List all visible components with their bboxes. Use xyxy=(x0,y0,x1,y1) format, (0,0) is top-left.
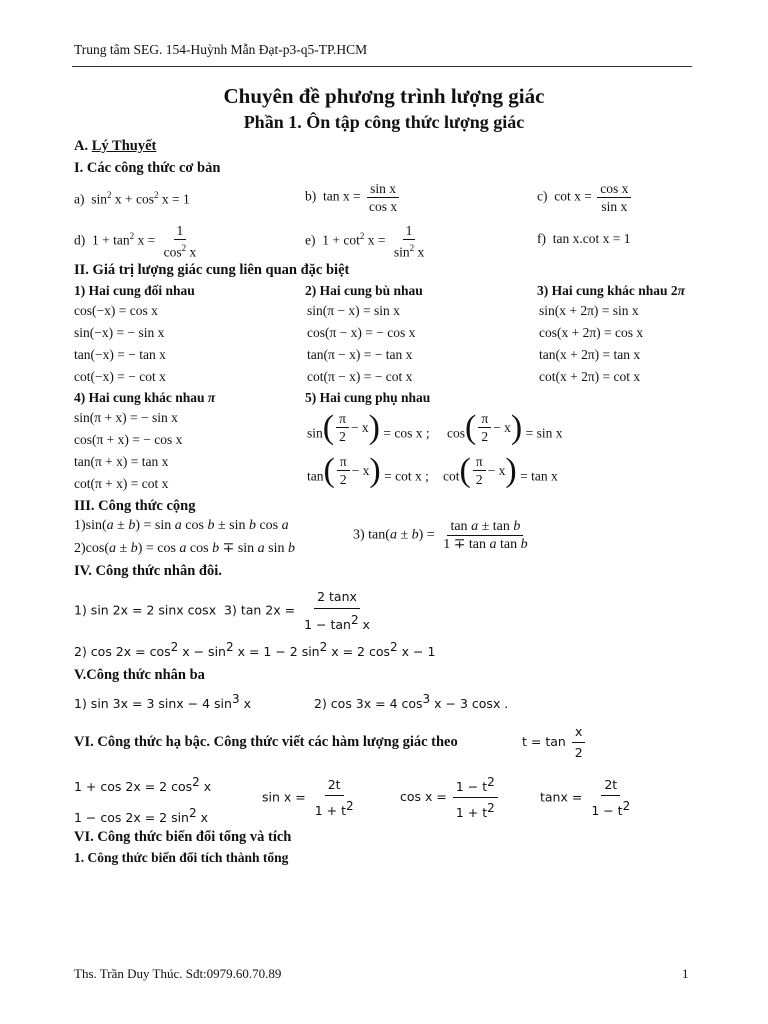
formula-triple-cos: 2) cos 3x = 4 $\cos^3 x - 3$ cosx . xyxy=(314,692,509,712)
formula-col4-0: sin(π + x) = − sin x xyxy=(74,410,178,425)
section-iii-heading: III. Công thức cộng xyxy=(74,498,196,514)
formula-col4-2: tan(π + x) = tan x xyxy=(74,454,169,469)
formula-b: b) tan x = $\frac{\text{sin x}}{\text{cos x}}$ xyxy=(305,181,398,214)
formula-col1-3: cot(−x) = − cot x xyxy=(74,369,166,384)
formula-sum-cos: 2)cos(a ± b) = cos a cos b ∓ sin a sin b xyxy=(74,541,296,556)
formula-comp-cos: cos ( π 2 − x ) = sin x xyxy=(447,408,563,446)
formula-col1-1: sin(−x) = − sin x xyxy=(74,325,165,340)
section-vi-heading: VI. Công thức hạ bậc. Công thức viết các hàm lượng giác theo xyxy=(74,734,458,750)
sub-heading-4: 4) Hai cung khác nhau π xyxy=(74,390,216,405)
sub-heading-4-text: 4) Hai cung khác nhau xyxy=(74,390,205,405)
formula-t-cos: cos x = $\frac{1 - t^2}{1 + t^2}$ xyxy=(400,772,500,823)
section-vi-b-heading: VI. Công thức biến đổi tổng và tích xyxy=(74,829,292,845)
formula-comp-tan: tan ( π 2 − x ) = cot x ; xyxy=(307,451,429,489)
formula-col2-2: tan(π − x) = − tan x xyxy=(307,347,413,362)
formula-lower-sin: 1 − cos 2x = 2 $\sin^2 x$ xyxy=(74,806,208,826)
section-vi-b1-heading: 1. Công thức biến đổi tích thành tổng xyxy=(74,850,289,865)
formula-c: c) cot x = $\frac{\text{cos x}}{\text{sin x}}$ xyxy=(537,180,633,215)
formula-f: f) tan x.cot x = 1 xyxy=(537,231,631,246)
formula-col2-1: cos(π − x) = − cos x xyxy=(307,325,416,340)
formula-e: e) $1 + \cot^2 x$ = $\frac{1}{\sin^2 x}$ xyxy=(305,223,425,260)
formula-t-sin: sin x = $\frac{2t}{1 + t^2}$ xyxy=(262,777,354,819)
formula-col2-0: sin(π − x) = sin x xyxy=(307,303,400,318)
section-a-prefix: A. xyxy=(74,138,89,154)
formula-double-sin-tan: 1) sin 2x = 2 sinx cosx 3) tan 2x = $\frac{2 \tan x}{1 - \tan^2 x}$ xyxy=(74,586,375,636)
formula-t-tan: tanx = $\frac{2t}{1 - t^2}$ xyxy=(540,777,631,819)
formula-col3-0: sin(x + 2π) = sin x xyxy=(539,303,639,318)
section-ii-heading: II. Giá trị lượng giác cung liên quan đặc biệt xyxy=(74,262,350,278)
formula-col3-1: cos(x + 2π) = cos x xyxy=(539,325,644,340)
sub-heading-2: 2) Hai cung bù nhau xyxy=(305,283,423,298)
sub-heading-5: 5) Hai cung phụ nhau xyxy=(305,390,431,405)
page-title: Chuyên đề phương trình lượng giác xyxy=(223,84,545,108)
sub-heading-3: 3) Hai cung khác nhau 2π xyxy=(537,283,686,298)
formula-col4-3: cot(π + x) = cot x xyxy=(74,476,169,491)
formula-lower-cos: 1 + cos 2x = 2 $\cos^2 x$ xyxy=(74,775,212,795)
section-i-heading: I. Các công thức cơ bản xyxy=(74,160,221,176)
sub-heading-3-text: 3) Hai cung khác nhau 2 xyxy=(537,283,678,298)
formula-t-def: t = tan $\frac{x}{2}$ xyxy=(522,722,588,763)
formula-comp-sin: sin ( π 2 − x ) = cos x ; xyxy=(307,408,430,446)
section-v-heading: V.Công thức nhân ba xyxy=(74,667,205,683)
header-text: Trung tâm SEG. 154-Huỳnh Mẫn Đạt-p3-q5-TP.HCM xyxy=(74,42,368,57)
page-subtitle: Phần 1. Ôn tập công thức lượng giác xyxy=(243,112,525,132)
formula-col1-2: tan(−x) = − tan x xyxy=(74,347,166,362)
formula-col4-1: cos(π + x) = − cos x xyxy=(74,432,183,447)
formula-double-cos: 2) $\cos 2x = \cos^2 x - \sin^2 x = 1 - 2$ $\sin^2 x = 2$ $\cos^2 x - 1$ xyxy=(74,640,436,660)
section-a-title: Lý Thuyết xyxy=(91,138,157,154)
formula-col3-3: cot(x + 2π) = cot x xyxy=(539,369,641,384)
header-rule xyxy=(72,66,692,67)
formula-comp-cot: cot ( π 2 − x ) = tan x xyxy=(443,451,558,489)
section-a-heading xyxy=(74,138,156,155)
formula-sum-tan: 3) tan(a ± b) = $\frac{\text{tan a ± tan b}}{\text{1 ∓ tan a tan b}}$ xyxy=(353,519,528,552)
formula-col3-2: tan(x + 2π) = tan x xyxy=(539,347,641,362)
formula-a: a) $\sin^2 x + \cos^2 x = 1$ xyxy=(74,190,190,207)
formula-triple-sin: 1) sin 3x = 3 sinx − 4 $\sin^3 x$ xyxy=(74,692,251,712)
page-number: 1 xyxy=(682,966,689,981)
formula-col1-0: cos(−x) = cos x xyxy=(74,303,158,318)
formula-sum-sin: 1)sin(a ± b) = sin a cos b ± sin b cos a xyxy=(74,518,289,533)
formula-col2-3: cot(π − x) = − cot x xyxy=(307,369,413,384)
section-iv-heading: IV. Công thức nhân đôi. xyxy=(74,563,222,579)
formula-d: d) $1 + \tan^2 x$ = $\frac{1}{\cos^2 x}$ xyxy=(74,223,197,260)
sub-heading-1: 1) Hai cung đối nhau xyxy=(74,283,195,298)
footer-author: Ths. Trần Duy Thúc. Sđt:0979.60.70.89 xyxy=(74,966,282,981)
